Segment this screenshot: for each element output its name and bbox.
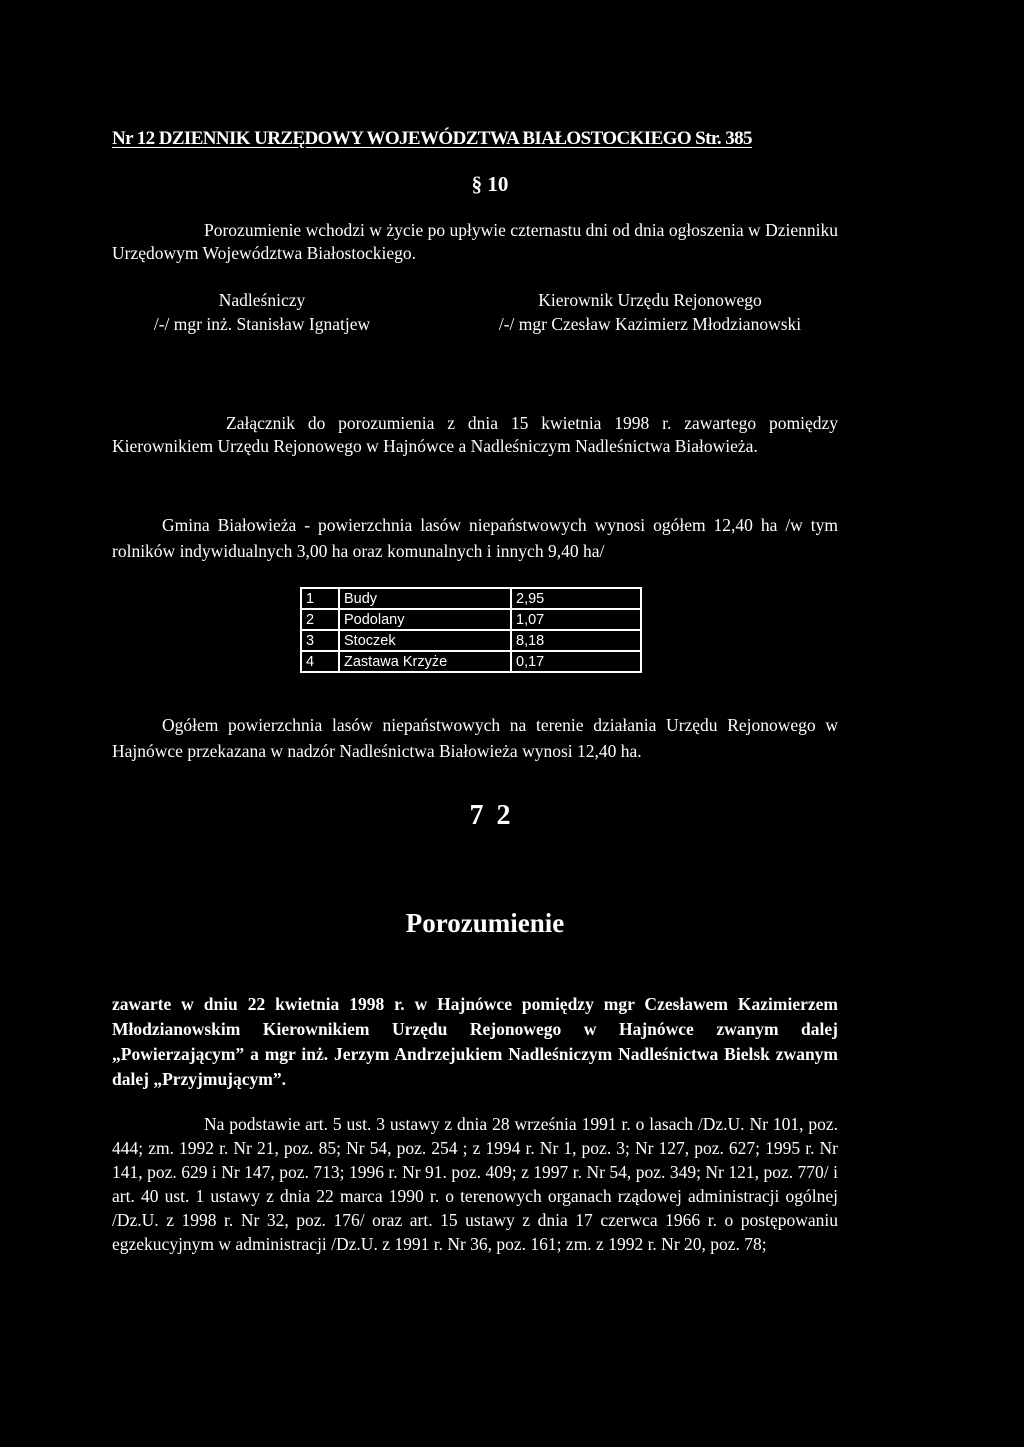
signature-left-name: /-/ mgr inż. Stanisław Ignatjew [153,314,371,334]
agreement-intro: zawarte w dniu 22 kwietnia 1998 r. w Hajnówce pomiędzy mgr Czesławem Kazimierzem Młodzianowskim Kierownikiem Urzędu Rejonowego w Hajnówce zwanym dalej „Powierzającym” a mgr inż. Jerzym Andrzejukiem Nadleśniczym Nadleśnictwa Bielsk zwanym dalej „Przyjmującym”. [112,994,838,1089]
legal-basis-paragraph: Na podstawie art. 5 ust. 3 ustawy z dnia 28 września 1991 r. o lasach /Dz.U. Nr 101, poz. 444; zm. 1992 r. Nr 21, poz. 85; Nr 54, poz. 254 ; z 1994 r. Nr 1, poz. 3; Nr 127, poz. 627; 1995 r. Nr 141, poz. 629 i Nr 147, poz. 713; 1996 r. Nr 91. poz. 409; z 1997 r. Nr 54, poz. 349; Nr 121, poz. 770/ i art. 40 ust. 1 ustawy z dnia 22 marca 1990 r. o terenowych organach rządowej administracji ogólnej /Dz.U. z 1998 r. Nr 32, poz. 176/ oraz art. 15 ustawy z dnia 17 czerwca 1966 r. o postępowaniu egzekucyjnym w administracji /Dz.U. z 1991 r. Nr 36, poz. 161; zm. z 1992 r. Nr 20, poz. 78; [112,1114,838,1254]
row-area: 8,18 [511,630,641,651]
row-name: Zastawa Krzyże [339,651,511,672]
row-area: 2,95 [511,588,641,609]
row-number: 2 [301,609,339,630]
table-row [301,630,641,651]
item-number: 7 2 [469,800,511,831]
section-mark: § 10 [471,172,509,196]
row-name: Podolany [339,609,511,630]
row-area: 1,07 [511,609,641,630]
effective-paragraph: Porozumienie wchodzi w życie po upływie czternastu dni od dnia ogłoszenia w Dzienniku Urzędowym Województwa Białostockiego. [112,220,838,263]
row-area: 0,17 [511,651,641,672]
signature-left [112,288,412,336]
row-name: Stoczek [339,630,511,651]
annex-paragraph: Załącznik do porozumienia z dnia 15 kwietnia 1998 r. zawartego pomiędzy Kierownikiem Urzędu Rejonowego w Hajnówce a Nadleśniczym Nadleśnictwa Białowieża. [112,413,838,456]
page-header: Nr 12 DZIENNIK URZĘDOWY WOJEWÓDZTWA BIAŁOSTOCKIEGO Str. 385 [112,128,752,149]
signature-right-title: Kierownik Urzędu Rejonowego [538,290,762,310]
row-number: 4 [301,651,339,672]
signature-right [455,288,845,336]
table-row [301,651,641,672]
table-row [301,609,641,630]
row-name: Budy [339,588,511,609]
villages-table [300,587,642,673]
signature-right-name: /-/ mgr Czesław Kazimierz Młodzianowski [498,314,802,334]
agreement-title: Porozumienie [405,908,565,938]
row-number: 1 [301,588,339,609]
total-paragraph: Ogółem powierzchnia lasów niepaństwowych na terenie działania Urzędu Rejonowego w Hajnówce przekazana w nadzór Nadleśnictwa Białowieża wynosi 12,40 ha. [112,715,838,761]
row-number: 3 [301,630,339,651]
table-row [301,588,641,609]
gmina-paragraph: Gmina Białowieża - powierzchnia lasów niepaństwowych wynosi ogółem 12,40 ha /w tym rolników indywidualnych 3,00 ha oraz komunalnych i innych 9,40 ha/ [112,515,838,561]
signature-left-title: Nadleśniczy [218,290,306,310]
